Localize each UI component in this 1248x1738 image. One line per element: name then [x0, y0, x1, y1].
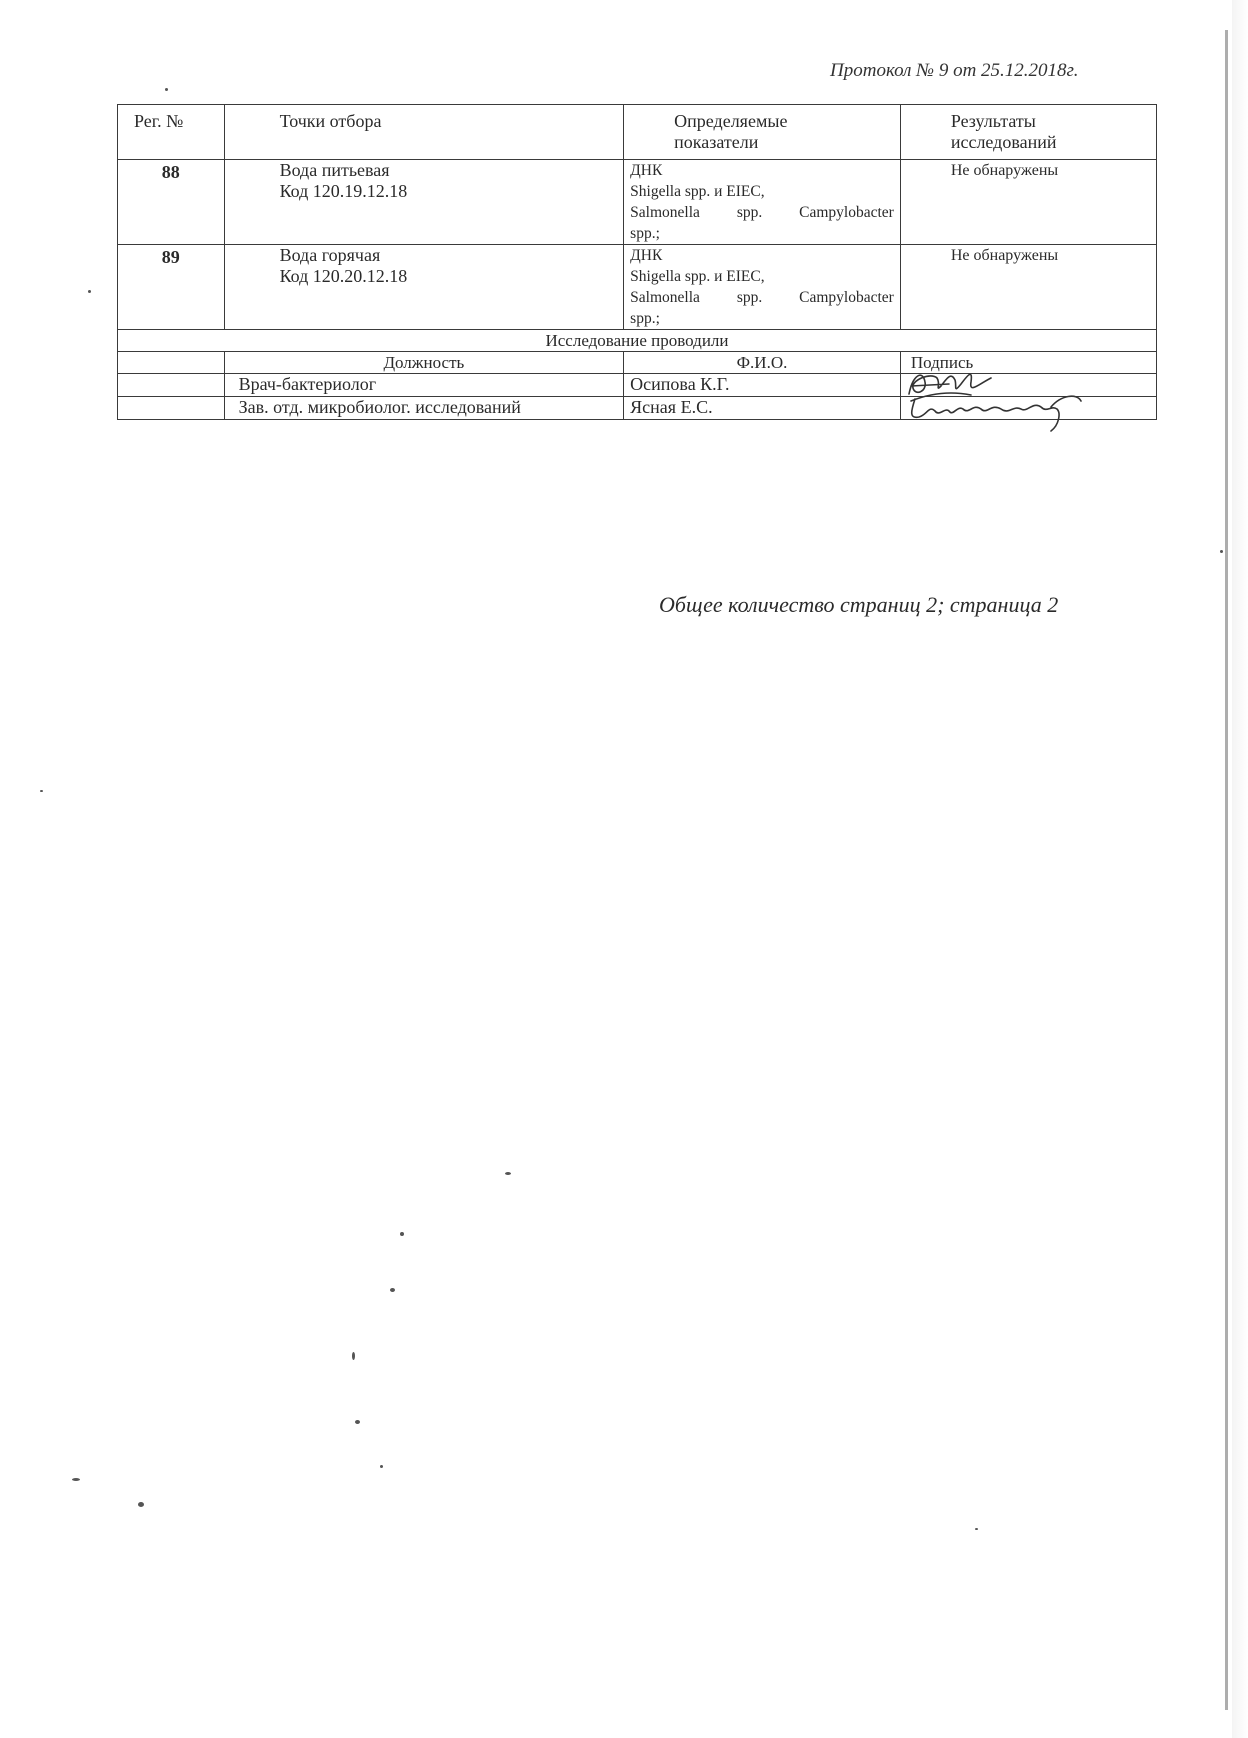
indicators	[624, 160, 901, 245]
scan-speck	[975, 1528, 978, 1530]
sampling-point-code: Код 120.19.12.18	[279, 181, 408, 201]
indicator-word: spp.	[736, 289, 763, 306]
scan-speck	[355, 1420, 360, 1424]
sampling-point	[224, 160, 624, 245]
staff-header-fio: Ф.И.О.	[624, 352, 901, 374]
signature-yasnaya-icon	[901, 387, 1121, 437]
scan-speck	[1220, 550, 1223, 553]
indicator-word: Campylobacter	[799, 204, 894, 221]
staff-header-position: Должность	[224, 352, 624, 374]
results-table	[117, 104, 1157, 420]
scan-edge-shadow	[1225, 30, 1228, 1710]
scan-speck	[165, 88, 168, 91]
scan-speck	[352, 1352, 355, 1360]
column-header-results	[900, 105, 1156, 160]
column-header-reg: Рег. №	[118, 105, 225, 160]
column-header-results-line1: Результаты	[950, 111, 1036, 131]
protocol-header: Протокол № 9 от 25.12.2018г.	[830, 60, 1079, 81]
staff-position: Врач-бактериолог	[224, 374, 624, 397]
column-header-indicators-line1: Определяемые	[674, 111, 788, 131]
indicator-word: Campylobacter	[799, 289, 894, 306]
scan-speck	[40, 790, 43, 792]
result: Не обнаружены	[900, 160, 1156, 245]
result: Не обнаружены	[900, 245, 1156, 330]
column-header-indicators	[624, 105, 901, 160]
table-row	[118, 245, 1157, 330]
staff-fio: Осипова К.Г.	[624, 374, 901, 397]
column-header-points: Точки отбора	[224, 105, 624, 160]
scan-edge-gradient	[1232, 0, 1248, 1738]
indicators	[624, 245, 901, 330]
indicator-word: spp.	[736, 204, 763, 221]
indicator-line: ДНК	[630, 247, 663, 264]
indicator-line: spp.;	[630, 225, 660, 242]
staff-signature	[900, 397, 1156, 420]
page-count-footer: Общее количество страниц 2; страница 2	[659, 592, 1059, 617]
indicator-line: Shigella spp. и EIEC,	[630, 183, 765, 200]
scan-speck	[390, 1288, 395, 1292]
conducted-by-row	[118, 330, 1157, 352]
staff-header-signature: Подпись	[900, 352, 1156, 374]
indicator-line: Shigella spp. и EIEC,	[630, 268, 765, 285]
reg-number: 89	[118, 245, 225, 330]
indicator-line: ДНК	[630, 162, 663, 179]
staff-row	[118, 397, 1157, 420]
table-row	[118, 160, 1157, 245]
indicator-word: Salmonella	[630, 204, 700, 221]
reg-number: 88	[118, 160, 225, 245]
staff-blank-cell	[118, 374, 225, 397]
indicator-line	[630, 202, 894, 223]
sampling-point-code: Код 120.20.12.18	[279, 266, 408, 286]
scan-speck	[88, 290, 91, 293]
indicator-line	[630, 287, 894, 308]
table-header-row	[118, 105, 1157, 160]
scan-speck	[505, 1172, 511, 1175]
staff-blank-cell	[118, 397, 225, 420]
scan-speck	[138, 1502, 144, 1507]
indicator-line: spp.;	[630, 310, 660, 327]
sampling-point	[224, 245, 624, 330]
conducted-by-label: Исследование проводили	[118, 330, 1157, 352]
staff-fio: Ясная Е.С.	[624, 397, 901, 420]
indicator-word: Salmonella	[630, 289, 700, 306]
sampling-point-name: Вода горячая	[279, 245, 381, 265]
scan-speck	[400, 1232, 404, 1236]
scan-speck	[72, 1478, 80, 1481]
scan-speck	[380, 1465, 383, 1468]
staff-blank-cell	[118, 352, 225, 374]
column-header-results-line2: исследований	[950, 132, 1057, 152]
column-header-indicators-line2: показатели	[674, 132, 759, 152]
staff-position: Зав. отд. микробиолог. исследований	[224, 397, 624, 420]
sampling-point-name: Вода питьевая	[279, 160, 390, 180]
